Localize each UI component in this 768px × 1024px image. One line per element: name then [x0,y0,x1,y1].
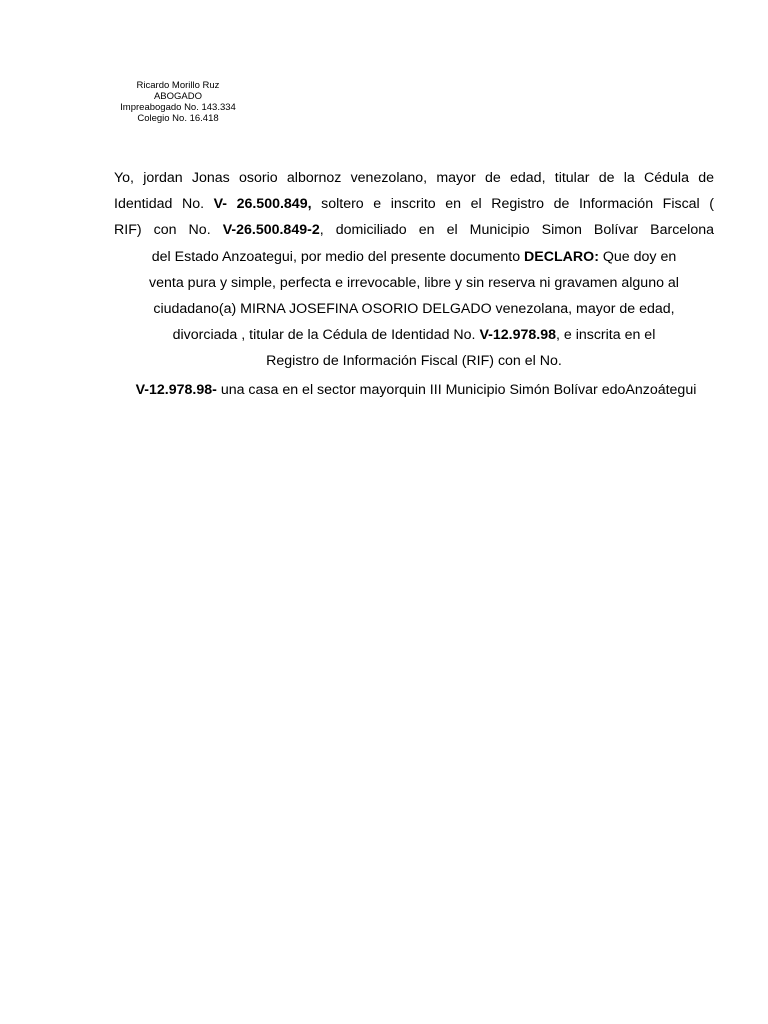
declaration-line-2: Identidad No. V- 26.500.849, soltero e inscrito en el Registro de Información Fiscal ( [114,196,715,212]
declaration-line-9: V-12.978.98- una casa en el sector mayorquin III Municipio Simón Bolívar edoAnzoátegui [135,382,697,398]
lawyer-title: ABOGADO [153,91,203,102]
buyer-id-number: V-12.978.98 [479,327,556,343]
letterhead [108,80,248,124]
declaration-line-1: Yo, jordan Jonas osorio albornoz venezolano, mayor de edad, titular de la Cédula de [114,170,714,186]
declaro-keyword: DECLARO: [524,249,599,265]
seller-id-number: V- 26.500.849, [213,196,312,212]
declaration-line-7: divorciada , titular de la Cédula de Identidad No. V-12.978.98, e inscrita en el [172,327,656,343]
lawyer-name: Ricardo Morillo Ruz [136,80,220,91]
seller-rif-number: V-26.500.849-2 [222,222,320,238]
impreabogado-number: Impreabogado No. 143.334 [120,102,236,113]
declaration-line-3: RIF) con No. V-26.500.849-2, domiciliado en el Municipio Simon Bolívar Barcelona [114,222,714,238]
buyer-rif-number: V-12.978.98- [135,382,217,398]
colegio-number: Colegio No. 16.418 [137,113,219,124]
declaration-line-4: del Estado Anzoategui, por medio del presente documento DECLARO: Que doy en [151,249,677,265]
declaration-line-6: ciudadano(a) MIRNA JOSEFINA OSORIO DELGADO venezolana, mayor de edad, [153,301,675,317]
declaration-line-5: venta pura y simple, perfecta e irrevocable, libre y sin reserva ni gravamen alguno al [149,275,679,291]
declaration-line-8: Registro de Información Fiscal (RIF) con el No. [266,353,562,369]
